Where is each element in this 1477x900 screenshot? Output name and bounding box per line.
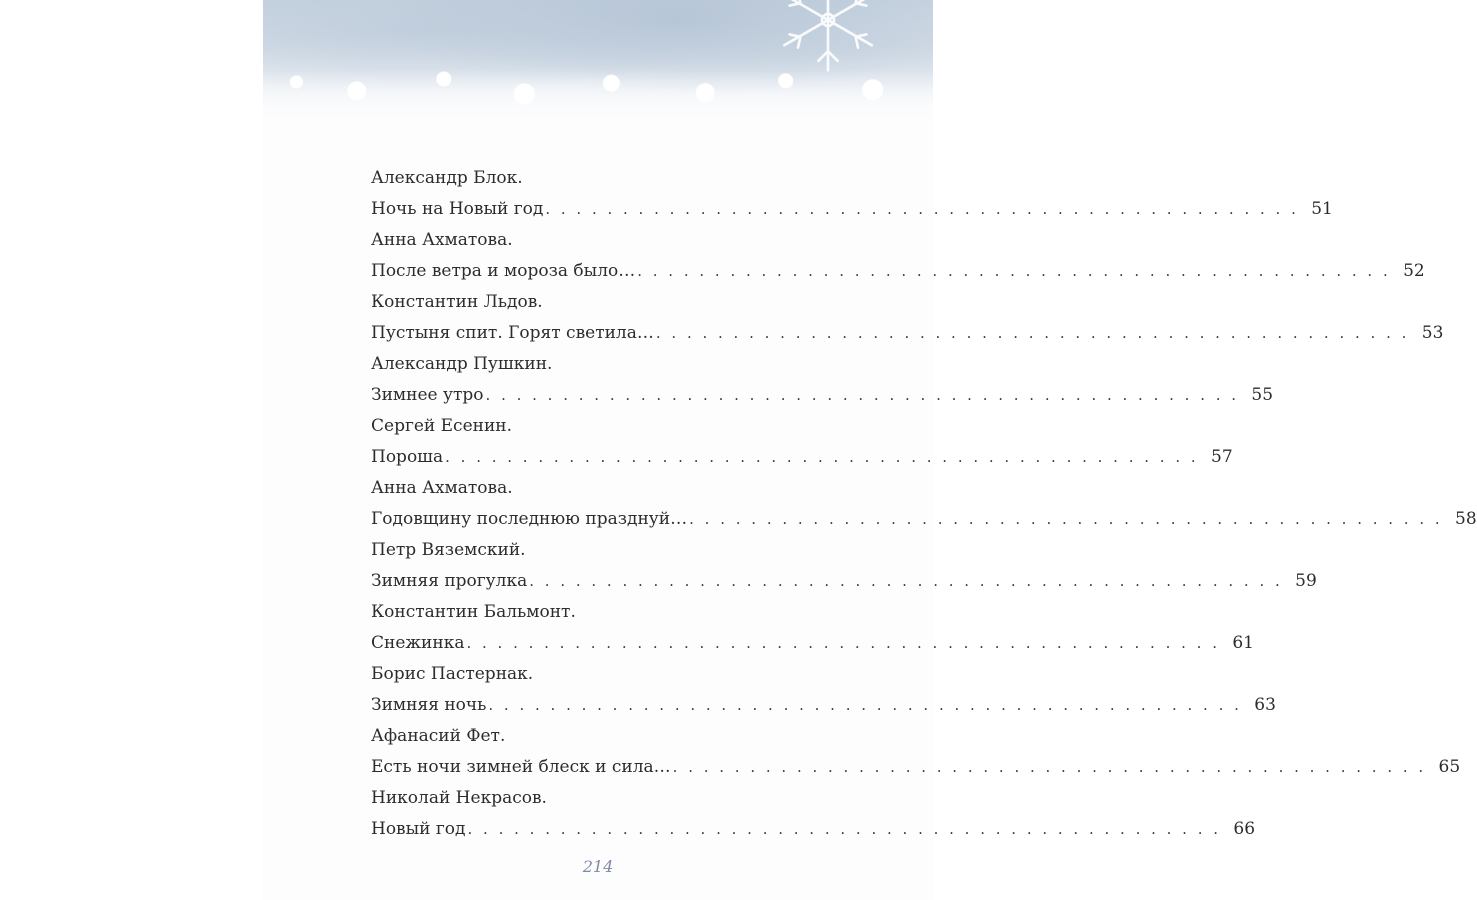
toc-title: Ночь на Новый год xyxy=(371,199,544,219)
toc-author: Борис Пастернак. xyxy=(371,664,534,684)
toc-title: Новый год xyxy=(371,819,466,839)
toc-title: Зимняя прогулка xyxy=(371,571,528,591)
toc-author: Анна Ахматова. xyxy=(371,230,513,250)
table-of-contents xyxy=(371,163,1477,845)
toc-title: Зимняя ночь xyxy=(371,695,487,715)
snowflake-icon xyxy=(768,0,888,80)
toc-entry[interactable] xyxy=(371,659,1276,721)
toc-page-number: 53 xyxy=(1421,323,1444,343)
toc-author: Афанасий Фет. xyxy=(371,726,506,746)
toc-title-line xyxy=(371,256,1425,287)
toc-title: Снежинка xyxy=(371,633,465,653)
page-folio: 214 xyxy=(582,857,614,876)
toc-author: Константин Льдов. xyxy=(371,292,543,312)
toc-page-number: 59 xyxy=(1295,571,1317,591)
toc-entry[interactable] xyxy=(371,163,1333,225)
toc-title: Годовщину последнюю празднуй… xyxy=(371,509,688,529)
toc-author: Николай Некрасов. xyxy=(371,788,547,808)
toc-entry[interactable] xyxy=(371,225,1425,287)
toc-page-number: 55 xyxy=(1251,385,1274,405)
dot-leader: . . . . . . . . . . . . . . . . . . . . . . . . . . . . . . . . . . . . . . . . . . . . . . . . . xyxy=(545,200,1299,218)
toc-title: Пороша xyxy=(371,447,444,467)
toc-page-number: 66 xyxy=(1233,819,1256,839)
toc-author: Сергей Есенин. xyxy=(371,416,513,436)
toc-entry[interactable] xyxy=(371,349,1274,411)
dot-leader: . . . . . . . . . . . . . . . . . . . . . . . . . . . . . . . . . . . . . . . . . . . . . . . . . xyxy=(637,262,1391,280)
toc-title: Зимнее утро xyxy=(371,385,484,405)
toc-title: После ветра и мороза было… xyxy=(371,261,636,281)
toc-title-line xyxy=(371,752,1461,783)
toc-title-line xyxy=(371,380,1274,411)
dot-leader: . . . . . . . . . . . . . . . . . . . . . . . . . . . . . . . . . . . . . . . . . . . . . . . . . xyxy=(467,820,1222,838)
toc-author: Константин Бальмонт. xyxy=(371,602,576,622)
toc-author: Александр Блок. xyxy=(371,168,523,188)
toc-page-number: 58 xyxy=(1455,509,1477,529)
dot-leader: . . . . . . . . . . . . . . . . . . . . . . . . . . . . . . . . . . . . . . . . . . . . . . . . . xyxy=(529,572,1283,590)
toc-title: Пустыня спит. Горят светила… xyxy=(371,323,654,343)
toc-entry[interactable] xyxy=(371,411,1233,473)
toc-title-line xyxy=(371,690,1276,721)
toc-page-number: 57 xyxy=(1211,447,1233,467)
toc-title-line xyxy=(371,566,1317,597)
toc-entry[interactable] xyxy=(371,287,1444,349)
dot-leader: . . . . . . . . . . . . . . . . . . . . . . . . . . . . . . . . . . . . . . . . . . . . . . . . . xyxy=(485,386,1240,404)
toc-author: Александр Пушкин. xyxy=(371,354,553,374)
toc-page-number: 65 xyxy=(1438,757,1461,777)
dot-leader: . . . . . . . . . . . . . . . . . . . . . . . . . . . . . . . . . . . . . . . . . . . . . . . . . xyxy=(488,696,1242,714)
dot-leader: . . . . . . . . . . . . . . . . . . . . . . . . . . . . . . . . . . . . . . . . . . . . . . . . . xyxy=(655,324,1410,342)
toc-title: Есть ночи зимней блеск и сила… xyxy=(371,757,671,777)
toc-page-number: 61 xyxy=(1232,633,1254,653)
toc-title-line xyxy=(371,194,1333,225)
toc-page-number: 52 xyxy=(1403,261,1425,281)
toc-author: Петр Вяземский. xyxy=(371,540,526,560)
toc-entry[interactable] xyxy=(371,535,1317,597)
toc-title-line xyxy=(371,442,1233,473)
dot-leader: . . . . . . . . . . . . . . . . . . . . . . . . . . . . . . . . . . . . . . . . . . . . . . . . . xyxy=(445,448,1199,466)
toc-title-line xyxy=(371,504,1477,535)
toc-page-number: 51 xyxy=(1311,199,1333,219)
toc-title-line xyxy=(371,628,1254,659)
toc-author: Анна Ахматова. xyxy=(371,478,513,498)
toc-entry[interactable] xyxy=(371,783,1256,845)
toc-entry[interactable] xyxy=(371,473,1477,535)
book-page xyxy=(263,0,1477,900)
toc-title-line xyxy=(371,318,1444,349)
dot-leader: . . . . . . . . . . . . . . . . . . . . . . . . . . . . . . . . . . . . . . . . . . . . . . . . . xyxy=(689,510,1443,528)
toc-entry[interactable] xyxy=(371,597,1254,659)
dot-leader: . . . . . . . . . . . . . . . . . . . . . . . . . . . . . . . . . . . . . . . . . . . . . . . . . xyxy=(672,758,1427,776)
toc-title-line xyxy=(371,814,1256,845)
dot-leader: . . . . . . . . . . . . . . . . . . . . . . . . . . . . . . . . . . . . . . . . . . . . . . . . . xyxy=(466,634,1220,652)
toc-entry[interactable] xyxy=(371,721,1461,783)
toc-page-number: 63 xyxy=(1254,695,1276,715)
